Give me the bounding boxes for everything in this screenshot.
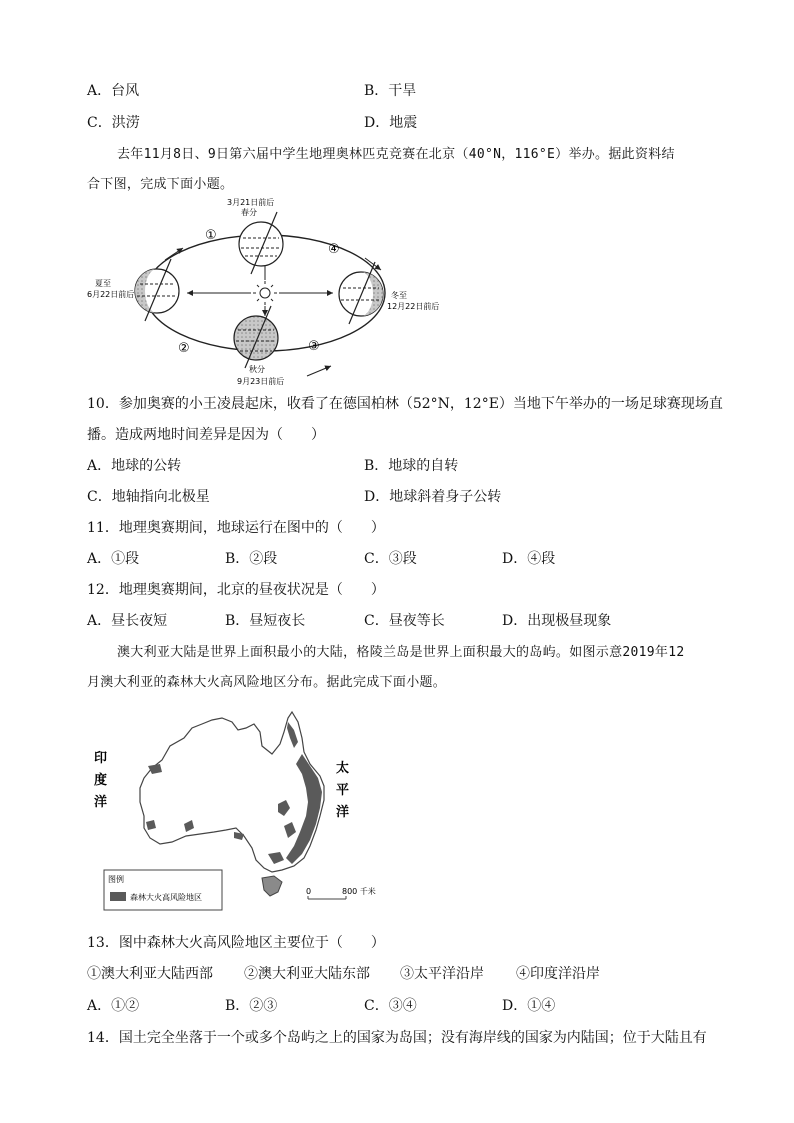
question-13-option-a: A．①②: [87, 998, 140, 1014]
question-11-option-c: C．③段: [364, 551, 417, 567]
question-11-option-b: B．②段: [225, 551, 278, 567]
question-10-option-b: B．地球的自转: [364, 458, 459, 474]
question-14-stem: 14．国土完全坐落于一个或多个岛屿之上的国家为岛国；没有海岸线的国家为内陆国；位于大陆且有: [87, 1030, 707, 1046]
spring-name-label: 春分: [241, 208, 257, 217]
autumn-name-label: 秋分: [249, 365, 265, 374]
winter-name-label: 冬至: [391, 291, 407, 300]
legend-item-label: 森林大火高风险地区: [130, 893, 202, 902]
tasmania: [262, 876, 282, 896]
question-10-stem-line-2: 播。造成两地时间差异是因为（ ）: [87, 427, 325, 443]
legend-title: 图例: [108, 875, 124, 884]
intro-paragraph-1-line-2: 合下图，完成下面小题。: [87, 177, 234, 192]
summer-name-label: 夏至: [95, 279, 111, 288]
question-12-option-c: C．昼夜等长: [364, 613, 445, 629]
question-10-option-d: D．地球斜着身子公转: [364, 489, 502, 505]
option-d: D．地震: [364, 115, 418, 131]
ocean-label-indian-2: 度: [94, 773, 108, 788]
question-10-option-a: A．地球的公转: [87, 458, 182, 474]
question-13-option-d: D．①④: [502, 998, 556, 1014]
scale-zero: 0: [306, 887, 312, 896]
map-legend: [104, 870, 222, 910]
ocean-label-indian-3: 洋: [94, 795, 108, 810]
question-12-stem: 12．地理奥赛期间，北京的昼夜状况是（ ）: [87, 582, 385, 598]
option-c: C．洪涝: [87, 115, 140, 131]
winter-date-label: 12月22日前后: [387, 302, 440, 311]
question-13-statement-4: ④印度洋沿岸: [516, 966, 600, 982]
option-a: A．台风: [87, 83, 140, 99]
segment-2-label: ②: [178, 341, 190, 356]
sun-icon: [253, 281, 277, 305]
earth-orbit-diagram: [85, 196, 445, 388]
intro-paragraph-2-line-2: 月澳大利亚的森林大火高风险地区分布。据此完成下面小题。: [87, 675, 447, 690]
question-11-option-d: D．④段: [502, 551, 556, 567]
ocean-label-pacific-2: 平: [336, 783, 350, 798]
question-12-option-d: D．出现极昼现象: [502, 613, 612, 629]
earth-spring-equinox: [239, 212, 283, 274]
question-13-stem: 13．图中森林大火高风险地区主要位于（ ）: [87, 935, 385, 951]
segment-4-label: ④: [328, 242, 340, 257]
segment-3-label: ③: [308, 339, 320, 354]
segment-1-label: ①: [205, 228, 217, 243]
autumn-date-label: 9月23日前后: [237, 377, 285, 386]
intro-paragraph-2-line-1: 澳大利亚大陆是世界上面积最小的大陆，格陵兰岛是世界上面积最大的岛屿。如图示意2019年12: [117, 645, 685, 660]
question-13-option-b: B．②③: [225, 998, 278, 1014]
question-11-option-a: A．①段: [87, 551, 140, 567]
ocean-label-indian-1: 印: [94, 751, 108, 766]
question-11-stem: 11．地理奥赛期间，地球运行在图中的（ ）: [87, 520, 385, 536]
question-10-stem-line-1: 10．参加奥赛的小王凌晨起床，收看了在德国柏林（52°N，12°E）当地下午举办的一场足球赛现场直: [87, 396, 723, 412]
scale-label: 800 千米: [342, 887, 376, 896]
question-12-option-a: A．昼长夜短: [87, 613, 168, 629]
scale-bar: [306, 886, 376, 899]
ocean-label-pacific-1: 太: [336, 761, 350, 776]
option-b: B．干旱: [364, 83, 417, 99]
ocean-label-pacific-3: 洋: [336, 805, 350, 820]
australia-fire-risk-map: [88, 708, 388, 918]
spring-date-label: 3月21日前后: [227, 198, 275, 207]
question-13-statement-1: ①澳大利亚大陆西部: [87, 966, 213, 982]
summer-date-label: 6月22日前后: [87, 290, 135, 299]
question-12-option-b: B．昼短夜长: [225, 613, 306, 629]
question-13-option-c: C．③④: [364, 998, 417, 1014]
legend-swatch: [110, 892, 126, 901]
question-13-statement-2: ②澳大利亚大陆东部: [244, 966, 370, 982]
earth-autumn-equinox: [234, 306, 278, 368]
question-13-statement-3: ③太平洋沿岸: [400, 966, 484, 982]
question-10-option-c: C．地轴指向北极星: [87, 489, 210, 505]
intro-paragraph-1-line-1: 去年11月8日、9日第六届中学生地理奥林匹克竞赛在北京（40°N，116°E）举办。据此资料结: [117, 147, 675, 162]
